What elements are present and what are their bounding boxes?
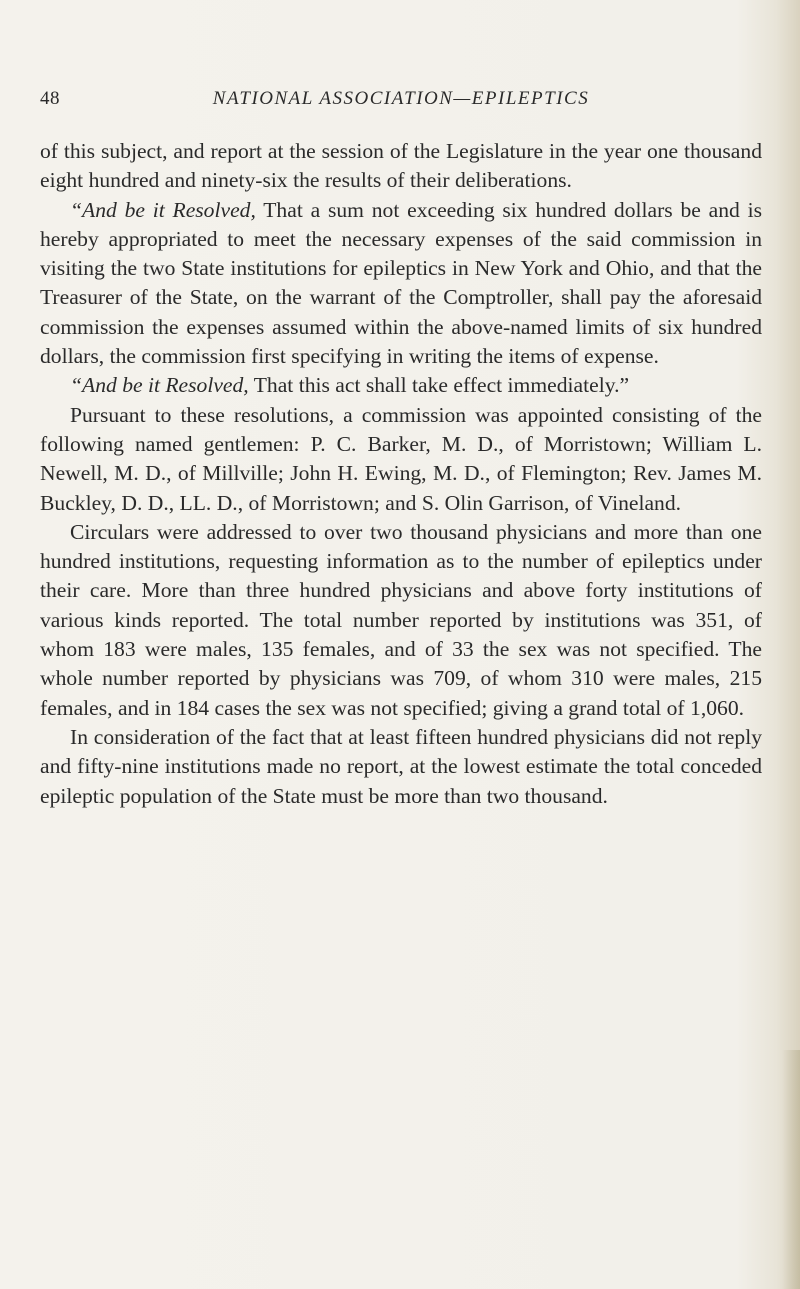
- paragraph-resolution-effect: [40, 371, 762, 400]
- paragraph-text: In consideration of the fact that at least fifteen hundred physicians did not reply and fifty-nine institutions made no report, at the lowest estimate the total conceded epileptic population of the State must be more than two thousand.: [40, 724, 762, 808]
- running-head: NATIONAL ASSOCIATION—EPILEPTICS: [212, 88, 590, 109]
- page-number: 48: [40, 88, 60, 109]
- paragraph-commission-members: [40, 401, 762, 518]
- paragraph-resolution-appropriation: [40, 196, 762, 372]
- paragraph-conclusion: [40, 723, 762, 811]
- paragraph-text: That a sum not exceeding six hundred dollars be and is hereby appropriated to meet the necessary expenses of the said commission in visiting the two State institutions for epileptics in New York and Ohio, and that the Treasurer of the State, on the warrant of the Comptroller, shall pay the aforesaid commission the expenses assumed within the above-named limits of six hundred dollars, the commission first specifying in writing the items of expense.: [40, 197, 762, 369]
- body-text: [40, 137, 762, 811]
- resolution-lead: “And be it Resolved,: [70, 197, 256, 222]
- page-edge-stain: [782, 1050, 800, 1289]
- resolution-lead: “And be it Resolved,: [70, 373, 249, 398]
- paragraph-text: Pursuant to these resolutions, a commission was appointed consisting of the following named gentlemen: P. C. Barker, M. D., of Morristown; William L. Newell, M. D., of Millville; John H. Ewing, M. D., of Flemington; Rev. James M. Buckley, D. D., LL. D., of Morristown; and S. Olin Garrison, of Vineland.: [40, 402, 762, 515]
- paragraph-continuation: [40, 137, 762, 196]
- paragraph-circulars: [40, 518, 762, 723]
- paragraph-text: Circulars were addressed to over two thousand physicians and more than one hundred institutions, requesting information as to the number of epileptics under their care. More than three hundred physicians and above forty institutions of various kinds reported. The total number reported by institutions was 351, of whom 183 were males, 135 females, and of 33 the sex was not specified. The whole number reported by physicians was 709, of whom 310 were males, 215 females, and in 184 cases the sex was not specified; giving a grand total of 1,060.: [40, 519, 762, 720]
- paragraph-text: That this act shall take effect immediately.”: [248, 373, 630, 398]
- page-header: [40, 88, 762, 116]
- paragraph-text: of this subject, and report at the session of the Legislature in the year one thousand eight hundred and ninety-six the results of their deliberations.: [40, 139, 762, 193]
